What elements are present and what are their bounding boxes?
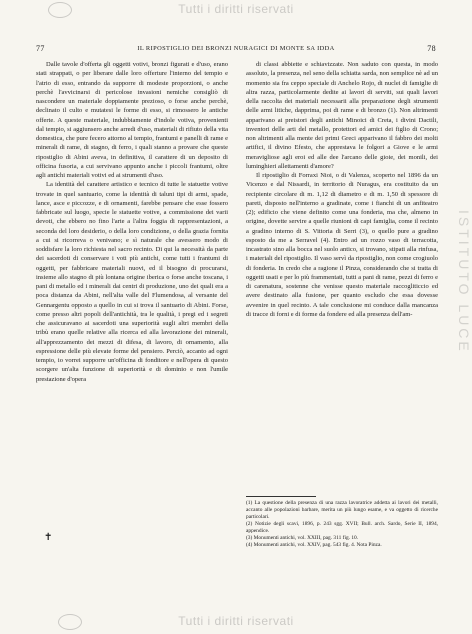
footnote: (2) Notizie degli scavi, 1896, p. 243 sgg. XVII; Bull. arch. Sardo, Serie II, 1894, appendice. [246, 521, 438, 534]
margin-mark: ✝ [44, 532, 53, 543]
footnote: (1) La questione della presenza di una razza lavoratrice addetta ai lavori dei metalli, accanto alle popolazioni barbare, merita un più lungo esame, e va oggetto di ricerche particolari. [246, 500, 438, 520]
footnote: (4) Monumenti antichi, vol. XXIV, pag. 543 fig. 4. Nota Pinza. [246, 542, 382, 548]
footnote: (3) Monumenti antichi, vol. XXIII, pag. 311 fig. 10. [246, 535, 359, 541]
paragraph: Il ripostiglio di Forraxi Nioi, o di Valenza, scoperto nel 1896 da un Vicenzo e dal Nissardi, in territorio di Nuragus, era costituito da un recipiente circolare di m. 1,12 di diametro e di m. 1,50 di spessore di pareti, disposto nell'interno a gradinate, come i fianchi di un anfiteatro (2); edificio che viene definito come una fonderia, ma che, almeno in origine, dovette servire a quelle riunioni di capi famiglia, come il recinto a gradino interno di S. Vittoria di Serri (3), o quello pure a gradino esposto da me a Serravel (4). Entro ad un rozzo vaso di terracotta, incastrato sino alla bocca nel suolo antico, si trovano, stipati alla rinfusa, i materiali del ripostiglio. Il vaso servì da ripostiglio, non come crogiuolo di fonderia. In credo che a ragione il Pinza, considerando che si tratta di oggetti usati e per lo più frammentati, tutti a pani di rame, pezzi di ferro e di carenatura, sostenne che venisse questo materiale raccogliticcio ed avere destinato alla fusione, per quanto escludo che essa dovesse avvenire in quel recinto. A tale conclusione mi conduce dalla mancanza di tracce di forni e di forme da fondere ed alla presenza dell'am- [246, 172, 438, 318]
page-number-right: 78 [427, 44, 436, 53]
paragraph: Dalle tavole d'offerta gli oggetti votivi, bronzi figurati e d'uso, erano stati strappati, o per liberare dalle loro offerture l'interno del tempio e l'atrio di esso, entrando da supporre di modeste proporzioni, o anche perchè l'avvicinarsi di pericolose invasioni nemiche consigliò di nascondere un materiale doppiamente prezioso, o forse anche perchè, declinato il culto e mutatesi le forme di esso, si rimossero le antiche offerte. A queste materiale, indubbiamente d'indole votiva, provenienti dal tempio, si aggiunsero anche arredi d'uso, materiali di rifiuto della vita domestica, che pure fecero attorno al tempio, frantumi e panelli di rame e minerali di rame, di stagno, di ferro, i quali stanno a provare che queste ripostiglio di Abini aveva, in definitiva, il carattere di un deposito di officina fusoria, a cui servivano appunto anche i piccoli frantumi, oltre agli antichi materiali votivi ed ai strumenti d'uso. [36, 61, 228, 179]
footnotes [246, 496, 438, 549]
right-column [246, 60, 438, 319]
footnote-rule [246, 496, 316, 497]
left-column [36, 60, 228, 384]
watermark-bottom: Tutti i diritti riservati [178, 614, 294, 628]
paragraph: La identità del carattere artistico e tecnico di tutte le statuette votive trovate in quel santuario, come la identità di taluni tipi di armi, spade, lance, asce e piccozze, e di ornamenti, farebbe pensare che esse fossero fabbricate sul luogo, specie le statuette votive, a commissione dei varii devoti, che ebbero no fino l'arte a l'altra foggia di rappresentazioni, a seconda del loro desiderio, o della loro condizione, o della grazia fornita a cui si ricorreva o venivano; e sì naturale che avessero modo di soddisfare la loro richiesta nel sacro recinto. Di qui la necessità da parte dei sacerdoti di conservare i voti più antichi, come tutti i frantumi di oggetti, per fabbricare materiali nuovi, ed il bisogno di procurarsi, insieme allo stagno di più lontana origine iberica o forse anche toscana, i pani di metallo ed i minerali dai centri di produzione, uno dei quali era a poca distanza da Abini, nell'alta valle del Flumendosa, al versante del Gennargentu opposto a quello in cui si trova il santuario di Abini. Forse, come presso altri popoli dell'antichità, tra le qualità, i pregi ed i segreti che assicuravano ai sacerdoti una superiorità sugli altri membri della tribù erano quelle relative alla ricerca ed alla lavorazione dei minerali, all'apprezzamento dei mezzi di difesa, di lavoro, di ornamento, alla espressione delle più elevate forme del pensiero. Perciò, accanto ad ogni tempio, io vorrei supporre un'officina di fonditore e nell'opera di questo scorgere un'alta funzione di superiorità e di dominio e non l'umile prestazione d'opera [36, 181, 228, 383]
watermark-top: Tutti i diritti riservati [178, 2, 294, 16]
page-header [32, 44, 440, 56]
running-title: IL RIPOSTIGLIO DEI BRONZI NURAGICI DI MONTE SA IDDA [137, 45, 335, 52]
side-stamp: ISTITUTO LUCE [456, 210, 472, 354]
page-number-left: 77 [36, 44, 45, 53]
paragraph: di classi abbiette e schiavizzate. Non saduto con questa, in modo assoluto, la presenza, nel seno della schiatta sarda, non semplice nè ad un momento sia fra ceppo speciale di Anchelo Rojo, di nuclei di famiglie di altra razza, particolarmente dedite ai lavori di serviti, sui quali lavori della raccolta dei materiali necessarii alla preparazione degli strumenti delle armi litiche, dapprima, poi di rame e di bronzo (1). Non altrimenti apparivano ai preistori degli antichi Minoici di Creta, i divini Dactili, inventori delle arti del metallo, protettori ed amici dei figlio di Crono; non altrimenti alla mente dei primi Greci apparivano il fabbro dei molti artifici, il divino Efesto, che apprestava le folgori a Giove e le armi meravigliose agli eroi ed alle dee l'arcano delle gioie, dei monili, dei luminghieri allettamenti d'amore? [246, 61, 438, 170]
